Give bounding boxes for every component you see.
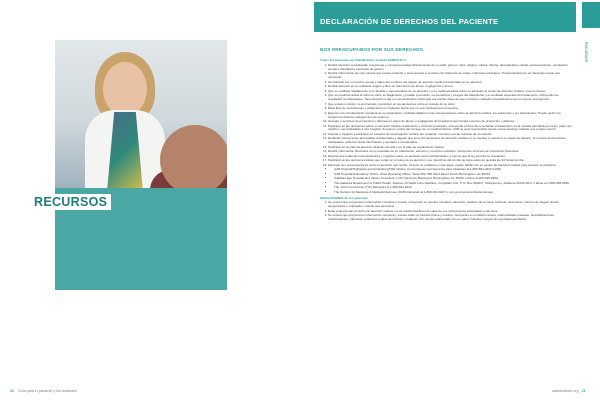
list-item: 15. Recibir información financiera como resultado de su tratamiento, atención y servicios recibidos, incluyendo recursos de orientación financiera. bbox=[328, 150, 572, 154]
rights-body bbox=[320, 59, 572, 223]
left-footer bbox=[10, 389, 77, 393]
contact-item: • The Alabama Department of Public Health, Division of Health Care Facilities, Complaint Unit, P. O. Box 303017, Montgomery, Alabama 36130-3017 o llame al 1-800-356-9596. bbox=[334, 182, 572, 186]
side-tab bbox=[582, 2, 600, 28]
doctor-photo bbox=[55, 40, 227, 188]
list-item: 12. Aceptar o negarse a participar en estudios de investigación médica. En cualquier momento puede retirarse de un estudio. bbox=[328, 133, 572, 137]
page-title: DECLARACIÓN DE DERECHOS DEL PACIENTE bbox=[320, 17, 499, 26]
left-page-number: 10 bbox=[10, 389, 14, 393]
rights-list bbox=[320, 64, 572, 168]
section-title: NOS PREOCUPAMOS POR SUS DERECHOS. bbox=[320, 47, 425, 52]
list-item: 14. Participar en su plan de atención después del alta y en el plan de seguimiento médico. bbox=[328, 146, 572, 150]
right-page-number: 11 bbox=[581, 389, 586, 393]
obligations-title: OBLIGACIONES de los pacientes bbox=[320, 195, 369, 200]
list-item: 3. Ser llamado por su nombre propio y saber los nombres del equipo de atención médica involucrado en su atención. bbox=[328, 81, 572, 85]
contact-item: • Callahan Eye Hospital and Clinics: President, 1720 University Boulevard, Birmingham, AL 35233 o llame al 205-325-8390. bbox=[334, 177, 572, 181]
list-item: 17. Participar en las decisiones éticas que surjan en el curso de su atención. Los miembros del comité de ética están de guardia las 24 horas del día. bbox=[328, 159, 572, 163]
contact-item: • The Centers for Medicare & Medicaid Services (CMS) llamando al 1-800-633-4227 o cms.gov/center/ombudsman.asp. bbox=[334, 191, 572, 195]
obligations-list bbox=[320, 201, 572, 222]
footer-url: uabmedicine.org bbox=[552, 389, 579, 393]
list-item: 9. Esperar una consideración completa de su privacidad y confidencialidad en las conversaciones sobre la atención médica, los exámenes y los tratamientos. Puede pedir una chaperona durante cualquier tipo de examen. bbox=[328, 112, 572, 120]
list-item: 18. Expresar sus preocupaciones sobre la atención que recibe. Si tiene un problema o una queja, puede hablar con su equipo de atención médica para resolver el problema. bbox=[328, 164, 572, 168]
contact-item: • UAB Hospital/Ambulatory Clinics, Chief Operating Officer, Suite 552, 500 22nd Street South, Birmingham, AL 35233. bbox=[334, 173, 572, 177]
side-tab-label: RECURSOS bbox=[584, 42, 588, 63]
list-item: 13. Redactar instrucciones anticipadas residenciales y alguien que tome las decisiones de atención médica en su nombre si usted no es capaz de hacerlo. Si no tiene instrucciones anticipadas, podemos darle información y ayudarlo a completarlas. bbox=[328, 137, 572, 145]
section-label: RECURSOS bbox=[30, 194, 111, 210]
header-bar bbox=[314, 2, 576, 32]
list-item: 2. Recibir información de una manera que pueda entender y tener acceso a servicios de intérprete de señas e idiomas extranjeros. Proporcionaremos un intérprete según sea necesario. bbox=[328, 72, 572, 80]
contacts-list bbox=[320, 168, 572, 194]
list-item: 8. Estar libre de restricciones y aislamiento en cualquier forma que no sea médicamente necesaria. bbox=[328, 107, 572, 111]
list-item: 1. Se espera que proporcione información completa y exacta, incluyendo su nombre completo, dirección, teléfono de su casa, fecha de nacimiento, número de Seguro Social, aseguradora y empleador, cuando sea necesario. bbox=[328, 201, 572, 209]
list-item: 1. Recibir atención considerada, respetuosa y compasiva independientemente de su edad, género, raza, religión, cultura, idioma, discapacidad, estado socioeconómico, orientación sexual e identidad o expresión de género. bbox=[328, 64, 572, 72]
list-item: 6. Que su médico/médica le informe sobre su diagnóstico y posible pronóstico, los beneficios y riesgos del tratamiento y el resultado esperado del tratamiento, incluyendo los resultados no anticipados. Tiene derecho a dar su consentimiento informado por escrito antes de que comience cualquier procedimiento que no sea de emergencia. bbox=[328, 94, 572, 102]
list-item: 4. Recibir atención en un ambiente seguro y libre de toda forma de abuso, negligencia o acoso. bbox=[328, 85, 572, 89]
list-item: 16. Esperar que todas las comunicaciones y registros sobre su atención sean confidenciales, a menos que la ley permita su revelación. bbox=[328, 155, 572, 159]
rights-lead: Todos los pacientes de UAB Medicine tendrán DERECHO A: bbox=[320, 58, 407, 62]
list-item: 5. Que se notifique rápidamente a un familiar o representante de su elección y a su médico/médica sobre su admisión al centro de atención médica, si así lo desea. bbox=[328, 90, 572, 94]
list-item: 7. Que exista un doctor, lo enumerado y participar en las decisiones sobre el manejo de su dolor. bbox=[328, 103, 572, 107]
list-item: 3. Se espera que proporcione información completa y exacta sobre su historia clínica y médica, incluyendo su condición actual, enfermedades pasadas, hospitalizaciones, medicamentos, vitaminas, productos a base de hierbas y cualquier otro asunto relacionado con su salud, incluidos riesgos de seguridad percibidos. bbox=[328, 214, 572, 222]
contact-item: • UAB Hospital/Highlands and Ambulatory/HSF Clinics: Comuníquese con Servicios para Visitantes al 1-800-594-3432 (UAB). bbox=[334, 168, 572, 172]
right-footer bbox=[552, 389, 585, 393]
left-footer-text: Guía para el paciente y los visitantes bbox=[18, 389, 77, 393]
list-item: 2. Debe proporcionar al centro de atención médica o a su médico/médica una copia de sus instrucciones anticipadas si las tiene. bbox=[328, 210, 572, 214]
list-item: 10. Acceder a servicios de protección y defensa en casos de abuso o negligencia. El hospital proporcionará recursos de protección y defensa. bbox=[328, 120, 572, 124]
contact-item: • The Joint Commission (TJC) llamando al 1-800-994-6610. bbox=[334, 186, 572, 190]
right-page bbox=[300, 0, 600, 400]
list-item: 11. Participar en las decisiones sobre su atención médica, tratamiento y servicios prestados, incluyendo el derecho a rechazar el tratamiento en la medida permitida por la ley, pedir otro médico o ser trasladado a otro hospital. Si está en contra del consejo de su médico/médica, UAB no será responsable de las consecuencias médicas que pueden ocurrir. bbox=[328, 125, 572, 133]
